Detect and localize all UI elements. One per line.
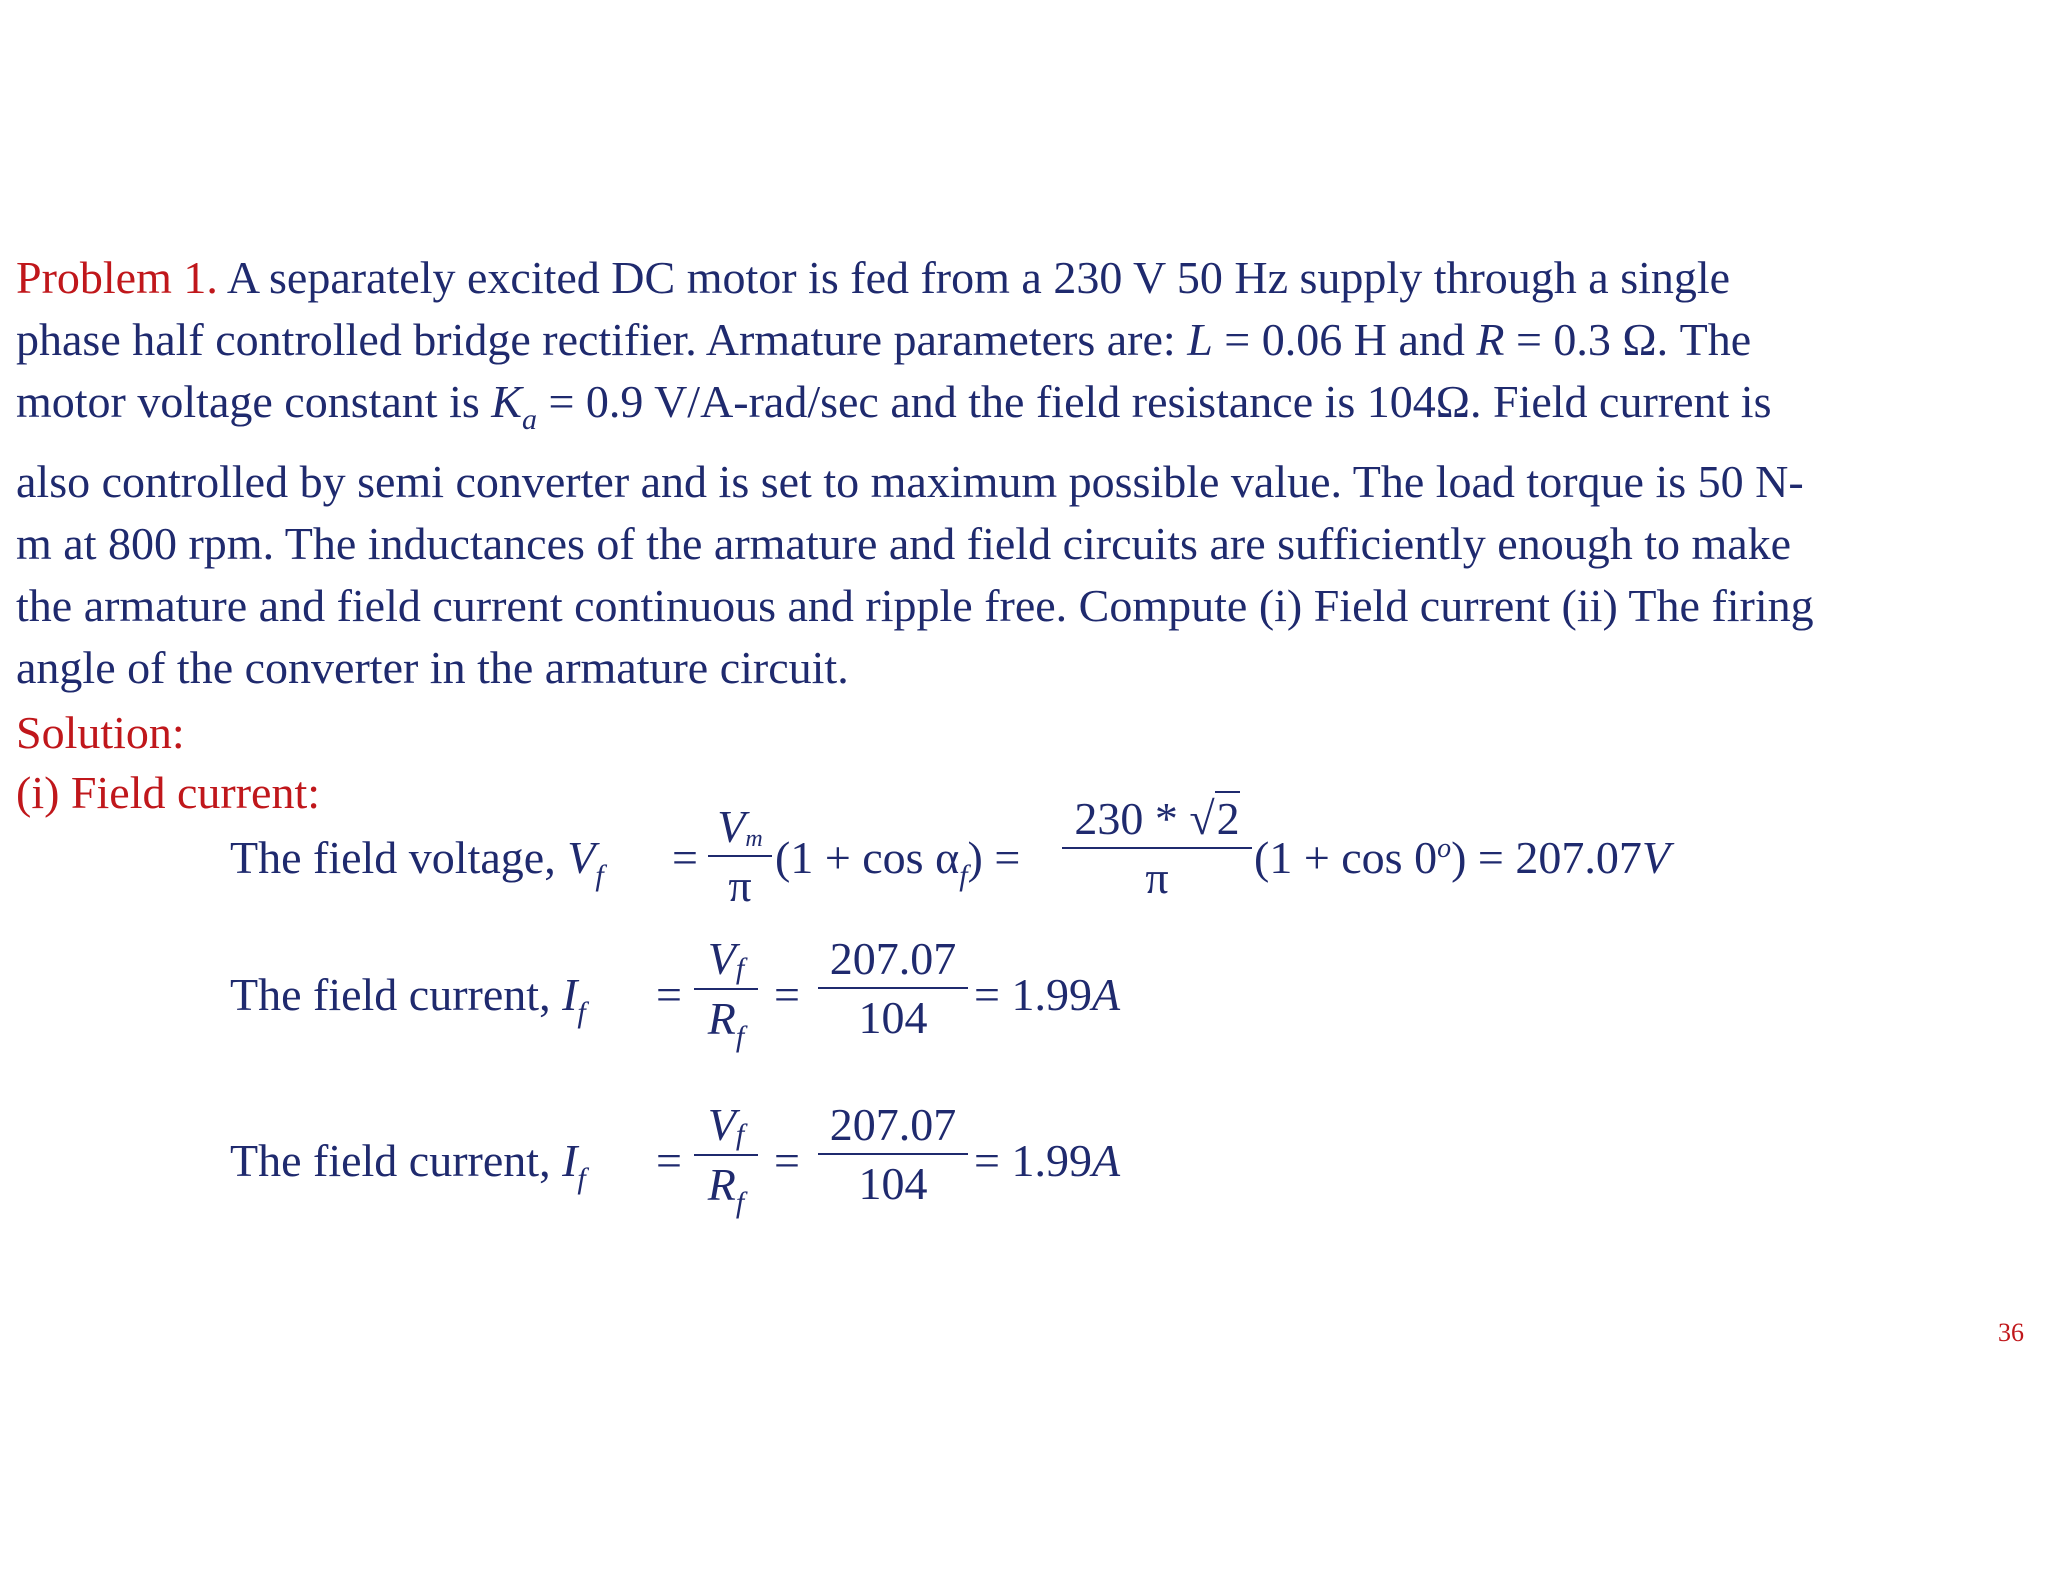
problem-line-6: the armature and field current continuous and ripple free. Compute (i) Field current (ii) The firing [16,580,1814,631]
equation-field-voltage: The field voltage, $V_f$ = $V_m$ π $(1 + \cos \alpha_f)$ = 230 * √2 π $(1 + \cos 0^o) = 207.07V$ [230,793,1670,911]
eq3-equals: = [656,1135,682,1186]
problem-label: Problem 1. [16,252,218,303]
eq1-cos-alpha: (1 + cos α [775,832,960,883]
eq2-lead: The field current, [230,969,563,1020]
eq2-fraction-vf-rf: $V_f$ $R_f$ [694,932,758,1054]
problem-line-4: also controlled by semi converter and is set to maximum possible value. The load torque is 50 N- [16,456,1804,507]
page-number: 36 [1998,1318,2024,1347]
eq2-equals-2: = [774,969,800,1020]
eq1-fraction-230-root2: 230 * √2 π [1062,792,1252,904]
problem-paragraph [16,247,2036,699]
eq1-result: (1 + cos 0 [1254,832,1438,883]
eq1-equals: = [672,832,698,883]
solution-heading: Solution: [16,707,185,758]
eq3-fraction-numeric: 207.07 104 [818,1098,968,1210]
problem-line-1: Problem 1. A separately excited DC motor is fed from a 230 V 50 Hz supply through a single [16,252,1731,303]
solution-subheading: (i) Field current: [16,767,321,818]
eq3-equals-2: = [774,1135,800,1186]
eq1-lead: The field voltage, [230,832,568,883]
eq2-fraction-numeric: 207.07 104 [818,932,968,1044]
eq2-result: = 1.99 [974,969,1092,1020]
eq1-fraction-vm-pi: $V_m$ π [708,800,772,912]
eq3-result: = 1.99 [974,1135,1092,1186]
equation-field-current-2: The field current, $I_f$ = $V_f$ $R_f$ = 207.07 104 = 1.99A [230,1099,1121,1219]
eq3-lead: The field current, [230,1135,563,1186]
problem-line-2: phase half controlled bridge rectifier. Armature parameters are: L = 0.06 H and R = 0.3 Ω. The [16,314,1752,365]
eq3-fraction-vf-rf: $V_f$ $R_f$ [694,1098,758,1220]
equation-field-current-1: The field current, $I_f$ = $V_f$ $R_f$ = 207.07 104 = 1.99A [230,933,1121,1053]
problem-line-5: m at 800 rpm. The inductances of the armature and field circuits are sufficiently enough to make [16,518,1792,569]
problem-line-7: angle of the converter in the armature circuit. [16,642,849,693]
problem-line-3: motor voltage constant is $K_a = 0.9$ V/A-rad/sec and the field resistance is 104Ω. Field current is [16,376,1772,436]
eq2-equals: = [656,969,682,1020]
